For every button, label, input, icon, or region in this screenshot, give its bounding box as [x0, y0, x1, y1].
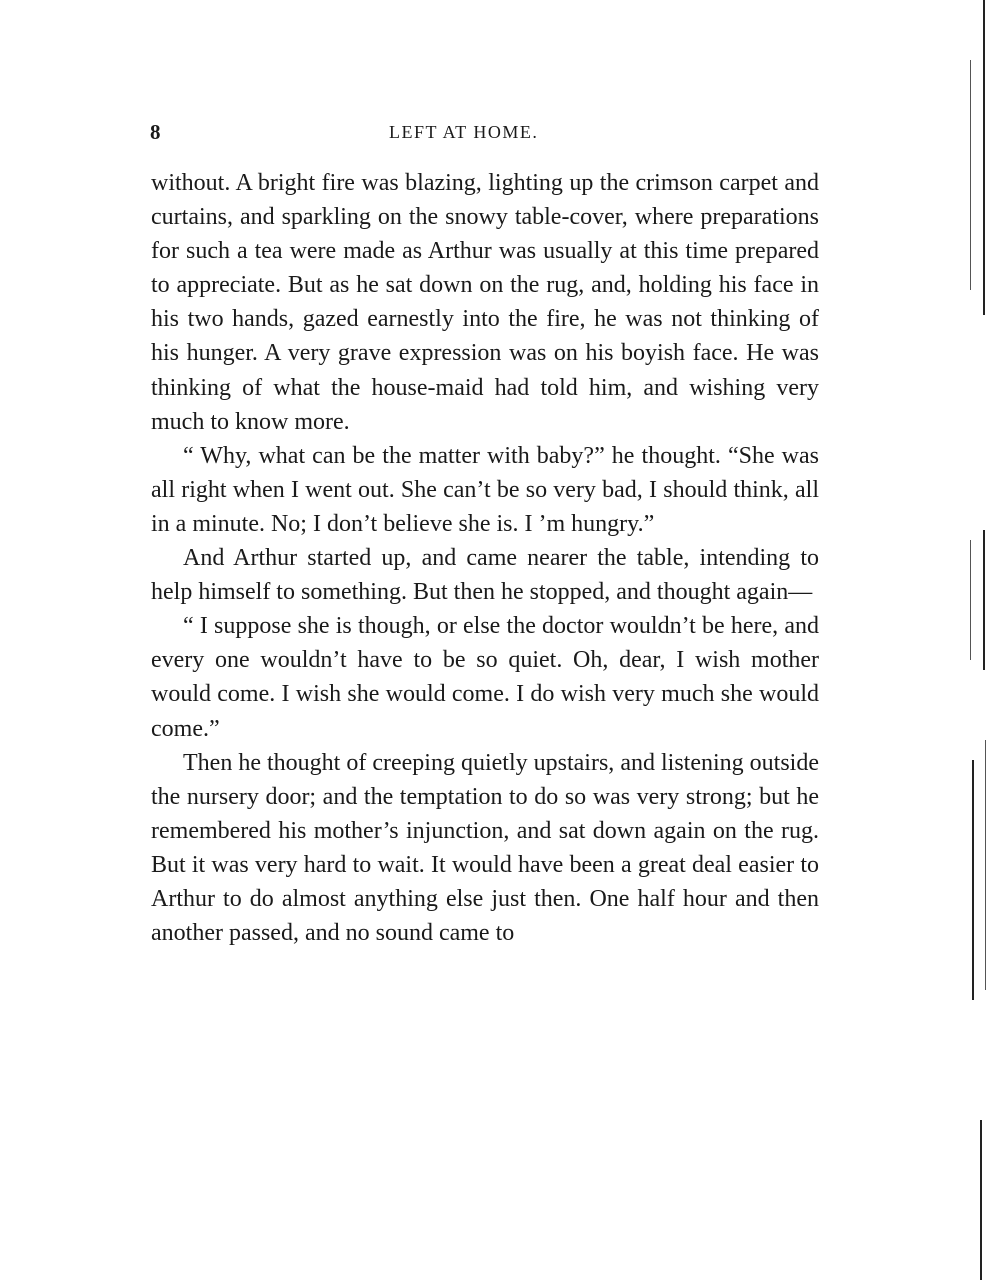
- scan-edge-line: [980, 1120, 982, 1280]
- scan-edge-line: [983, 0, 985, 315]
- paragraph: “ Why, what can be the matter with baby?” he thought. “She was all right when I went out. She can’t be so very bad, I should think, all in a minute. No; I don’t believe she is. I ’m hungry.”: [151, 442, 819, 537]
- paragraph: Then he thought of creeping quietly upstairs, and listening outside the nursery door; and the temptation to do so was very strong; but he remembered his mother’s injunction, and sat down again on the rug. But it was very hard to wait. It would have been a great deal easier to Arthur to do almost anything else just then. One half hour and then another passed, and no sound came to: [151, 749, 819, 947]
- scan-edge-line: [985, 740, 986, 990]
- paragraph: without. A bright fire was blazing, lighting up the crimson carpet and curtains, and sparkling on the snowy table-cover, where preparations for such a tea were made as Arthur was usually at this time prepared to appreciate. But as he sat down on the rug, and, holding his face in his two hands, gazed earnestly into the fire, he was not thinking of his hunger. A very grave expression was on his boyish face. He was thinking of what the house-maid had told him, and wishing very much to know more.: [151, 170, 819, 435]
- body-text: [151, 166, 819, 950]
- paragraph: And Arthur started up, and came nearer the table, intending to help himself to something. But then he stopped, and thought again—: [151, 545, 819, 606]
- page-number: 8: [150, 120, 161, 144]
- running-title: LEFT AT HOME.: [389, 122, 539, 142]
- paragraph: “ I suppose she is though, or else the doctor wouldn’t be here, and every one wouldn’t have to be so quiet. Oh, dear, I wish mother would come. I wish she would come. I do wish very much she would come.”: [151, 613, 819, 742]
- scan-edge-line: [970, 60, 971, 290]
- scan-edge-line: [972, 760, 974, 1000]
- scan-edge-line: [983, 530, 985, 670]
- scan-edge-line: [970, 540, 971, 660]
